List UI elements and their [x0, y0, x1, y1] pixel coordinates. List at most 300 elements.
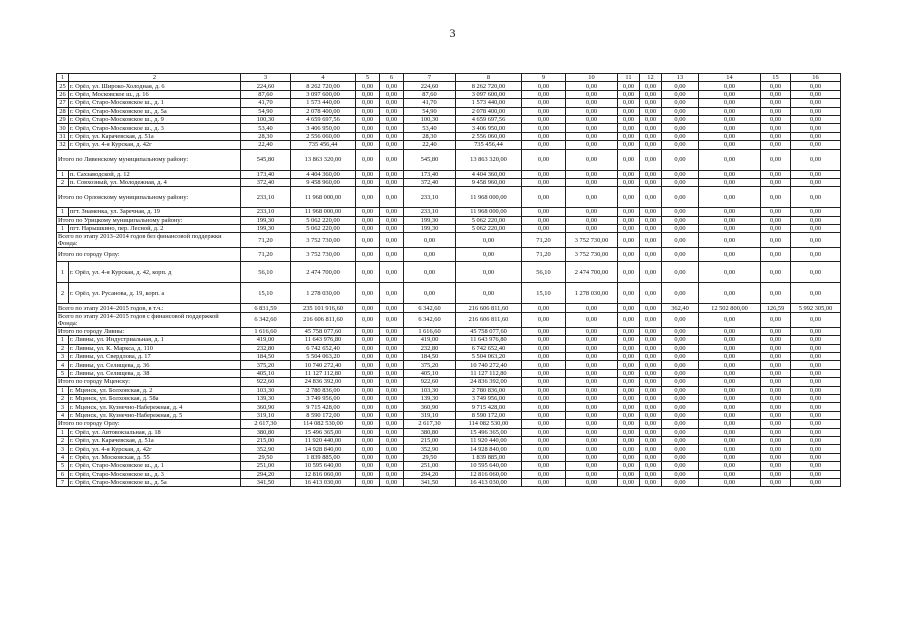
value-cell: 0,00 — [356, 115, 380, 123]
value-cell: 0,00 — [761, 436, 791, 444]
value-cell: 0,00 — [640, 344, 662, 352]
row-number-cell: 1 — [57, 386, 69, 394]
value-cell: 0,00 — [662, 403, 699, 411]
value-cell: 0,00 — [662, 394, 699, 402]
value-cell: 375,20 — [241, 361, 291, 369]
value-cell: 0,00 — [618, 141, 640, 149]
value-cell: 216 606 811,60 — [456, 304, 522, 312]
value-cell: 0,00 — [618, 470, 640, 478]
value-cell: 0,00 — [761, 312, 791, 327]
value-cell: 405,10 — [404, 369, 456, 377]
value-cell: 0,00 — [618, 187, 640, 208]
value-cell: 0,00 — [699, 394, 761, 402]
table-row — [57, 411, 841, 419]
value-cell: 0,00 — [791, 225, 841, 233]
value-cell: 0,00 — [566, 353, 618, 361]
value-cell: 0,00 — [640, 436, 662, 444]
value-cell: 0,00 — [522, 90, 566, 98]
value-cell: 0,00 — [791, 107, 841, 115]
table-row — [57, 283, 841, 304]
column-header: 6 — [380, 74, 404, 82]
value-cell: 0,00 — [699, 420, 761, 428]
value-cell: 0,00 — [618, 90, 640, 98]
value-cell: 0,00 — [566, 99, 618, 107]
row-number-cell: 7 — [57, 478, 69, 486]
value-cell: 0,00 — [640, 411, 662, 419]
value-cell: 0,00 — [791, 170, 841, 178]
value-cell: 0,00 — [699, 187, 761, 208]
value-cell: 341,50 — [241, 478, 291, 486]
value-cell: 352,90 — [404, 445, 456, 453]
address-cell: г. Орёл, ул. 4-я Курская, д. 42г — [69, 141, 241, 149]
value-cell: 0,00 — [618, 124, 640, 132]
value-cell: 0,00 — [699, 233, 761, 248]
page-number: 3 — [449, 26, 456, 40]
address-cell: пгт. Нарышкино, пер. Лесной, д. 2 — [69, 225, 241, 233]
value-cell: 0,00 — [566, 403, 618, 411]
row-number-cell: 4 — [57, 453, 69, 461]
value-cell: 224,60 — [404, 82, 456, 90]
value-cell: 0,00 — [456, 283, 522, 304]
value-cell: 0,00 — [699, 149, 761, 170]
value-cell: 6 342,60 — [404, 312, 456, 327]
value-cell: 0,00 — [662, 149, 699, 170]
value-cell: 0,00 — [380, 361, 404, 369]
value-cell: 11 968 000,00 — [291, 208, 356, 216]
value-cell: 0,00 — [566, 378, 618, 386]
value-cell: 0,00 — [522, 369, 566, 377]
value-cell: 0,00 — [566, 453, 618, 461]
value-cell: 0,00 — [380, 216, 404, 224]
value-cell: 0,00 — [522, 208, 566, 216]
value-cell: 0,00 — [566, 115, 618, 123]
value-cell: 0,00 — [791, 132, 841, 140]
row-number-cell: 6 — [57, 470, 69, 478]
value-cell: 0,00 — [640, 248, 662, 262]
value-cell: 0,00 — [522, 115, 566, 123]
row-number-cell: 1 — [57, 208, 69, 216]
column-header: 1 — [57, 74, 69, 82]
address-cell: п. Совхозный, ул. Молодежная, д. 4 — [69, 178, 241, 186]
value-cell: 0,00 — [380, 478, 404, 486]
value-cell: 0,00 — [456, 233, 522, 248]
value-cell: 0,00 — [380, 262, 404, 283]
value-cell: 0,00 — [699, 428, 761, 436]
value-cell: 1 278 030,00 — [291, 283, 356, 304]
value-cell: 13 863 320,00 — [456, 149, 522, 170]
value-cell: 3 406 950,00 — [291, 124, 356, 132]
value-cell: 3 406 950,00 — [456, 124, 522, 132]
value-cell: 0,00 — [356, 225, 380, 233]
subtotal-row — [57, 420, 841, 428]
value-cell: 0,00 — [761, 336, 791, 344]
value-cell: 0,00 — [791, 369, 841, 377]
value-cell: 3 752 730,00 — [566, 248, 618, 262]
value-cell: 0,00 — [761, 411, 791, 419]
value-cell: 0,00 — [699, 470, 761, 478]
row-number-cell: 26 — [57, 90, 69, 98]
address-cell: г. Орёл, ул. Московская, д. 55 — [69, 453, 241, 461]
value-cell: 0,00 — [791, 361, 841, 369]
value-cell: 22,40 — [404, 141, 456, 149]
row-number-cell: 2 — [57, 344, 69, 352]
value-cell: 0,00 — [522, 462, 566, 470]
value-cell: 71,20 — [241, 233, 291, 248]
value-cell: 0,00 — [356, 262, 380, 283]
value-cell: 0,00 — [566, 336, 618, 344]
row-number-cell: 2 — [57, 283, 69, 304]
subtotal-label-cell: Итого по городу Орлу: — [57, 420, 241, 428]
value-cell: 0,00 — [380, 394, 404, 402]
value-cell: 0,00 — [522, 141, 566, 149]
value-cell: 0,00 — [618, 445, 640, 453]
value-cell: 0,00 — [356, 453, 380, 461]
value-cell: 0,00 — [566, 149, 618, 170]
value-cell: 29,50 — [404, 453, 456, 461]
column-header: 2 — [69, 74, 241, 82]
value-cell: 0,00 — [522, 394, 566, 402]
value-cell: 0,00 — [791, 82, 841, 90]
column-header: 3 — [241, 74, 291, 82]
value-cell: 216 606 811,60 — [456, 312, 522, 327]
value-cell: 3 097 600,00 — [456, 90, 522, 98]
value-cell: 0,00 — [618, 478, 640, 486]
value-cell: 9 458 960,00 — [291, 178, 356, 186]
value-cell: 100,30 — [241, 115, 291, 123]
subtotal-row — [57, 378, 841, 386]
housing-program-table — [56, 73, 841, 487]
value-cell: 0,00 — [380, 462, 404, 470]
value-cell: 0,00 — [618, 436, 640, 444]
value-cell: 0,00 — [640, 124, 662, 132]
value-cell: 56,10 — [241, 262, 291, 283]
value-cell: 87,60 — [241, 90, 291, 98]
value-cell: 5 992 305,00 — [791, 304, 841, 312]
address-cell: г. Орёл, ул. 4-я Курская, д. 42г — [69, 445, 241, 453]
value-cell: 0,00 — [618, 82, 640, 90]
value-cell: 0,00 — [618, 344, 640, 352]
value-cell: 0,00 — [761, 90, 791, 98]
value-cell: 0,00 — [791, 353, 841, 361]
value-cell: 0,00 — [522, 445, 566, 453]
value-cell: 0,00 — [791, 178, 841, 186]
table-row — [57, 124, 841, 132]
value-cell: 0,00 — [761, 394, 791, 402]
value-cell: 0,00 — [761, 453, 791, 461]
subtotal-label-cell: Итого по городу Орлу: — [57, 248, 241, 262]
subtotal-row — [57, 248, 841, 262]
value-cell: 0,00 — [380, 453, 404, 461]
value-cell: 15,10 — [241, 283, 291, 304]
value-cell: 6 742 652,40 — [456, 344, 522, 352]
row-number-cell: 25 — [57, 82, 69, 90]
value-cell: 0,00 — [618, 248, 640, 262]
value-cell: 0,00 — [699, 99, 761, 107]
value-cell: 0,00 — [356, 283, 380, 304]
value-cell: 4 659 697,56 — [291, 115, 356, 123]
value-cell: 0,00 — [761, 262, 791, 283]
value-cell: 0,00 — [662, 262, 699, 283]
value-cell: 0,00 — [566, 411, 618, 419]
table-row — [57, 141, 841, 149]
value-cell: 419,00 — [404, 336, 456, 344]
value-cell: 0,00 — [699, 170, 761, 178]
value-cell: 0,00 — [791, 187, 841, 208]
address-cell: г. Ливны, ул. Селищева, д. 36 — [69, 361, 241, 369]
value-cell: 0,00 — [699, 436, 761, 444]
value-cell: 5 504 063,20 — [291, 353, 356, 361]
value-cell: 0,00 — [566, 107, 618, 115]
value-cell: 2 617,30 — [241, 420, 291, 428]
value-cell: 0,00 — [791, 411, 841, 419]
address-cell: г. Мценск, ул. Болховская, д. 58а — [69, 394, 241, 402]
value-cell: 0,00 — [522, 386, 566, 394]
value-cell: 0,00 — [791, 90, 841, 98]
value-cell: 16 413 030,00 — [291, 478, 356, 486]
value-cell: 1 573 440,00 — [456, 99, 522, 107]
value-cell: 0,00 — [618, 312, 640, 327]
value-cell: 11 968 000,00 — [456, 187, 522, 208]
value-cell: 0,00 — [380, 82, 404, 90]
value-cell: 0,00 — [566, 344, 618, 352]
value-cell: 0,00 — [640, 445, 662, 453]
value-cell: 0,00 — [640, 453, 662, 461]
value-cell: 0,00 — [699, 208, 761, 216]
address-cell: г. Ливны, ул. Свердлова, д. 17 — [69, 353, 241, 361]
value-cell: 0,00 — [356, 353, 380, 361]
value-cell: 0,00 — [380, 149, 404, 170]
value-cell: 0,00 — [356, 132, 380, 140]
value-cell: 184,50 — [241, 353, 291, 361]
value-cell: 126,59 — [761, 304, 791, 312]
value-cell: 0,00 — [699, 344, 761, 352]
value-cell: 0,00 — [522, 336, 566, 344]
value-cell: 0,00 — [566, 436, 618, 444]
value-cell: 0,00 — [566, 187, 618, 208]
table-row — [57, 428, 841, 436]
value-cell: 0,00 — [699, 336, 761, 344]
value-cell: 6 742 652,40 — [291, 344, 356, 352]
table-row — [57, 170, 841, 178]
value-cell: 0,00 — [522, 225, 566, 233]
value-cell: 0,00 — [791, 115, 841, 123]
value-cell: 341,50 — [404, 478, 456, 486]
value-cell: 0,00 — [618, 99, 640, 107]
column-header: 13 — [662, 74, 699, 82]
row-number-cell: 3 — [57, 353, 69, 361]
value-cell: 232,80 — [241, 344, 291, 352]
value-cell: 0,00 — [380, 90, 404, 98]
subtotal-row — [57, 312, 841, 327]
value-cell: 2 780 836,00 — [456, 386, 522, 394]
value-cell: 0,00 — [522, 82, 566, 90]
value-cell: 0,00 — [640, 99, 662, 107]
table-row — [57, 353, 841, 361]
value-cell: 15,10 — [522, 283, 566, 304]
value-cell: 0,00 — [356, 107, 380, 115]
value-cell: 0,00 — [618, 428, 640, 436]
value-cell: 380,80 — [241, 428, 291, 436]
value-cell: 1 839 885,00 — [291, 453, 356, 461]
value-cell: 0,00 — [380, 353, 404, 361]
value-cell: 0,00 — [791, 436, 841, 444]
value-cell: 0,00 — [380, 233, 404, 248]
value-cell: 0,00 — [380, 170, 404, 178]
value-cell: 0,00 — [618, 411, 640, 419]
address-cell: пгт. Знаменка, ул. Заречная, д. 19 — [69, 208, 241, 216]
value-cell: 0,00 — [761, 178, 791, 186]
value-cell: 0,00 — [522, 378, 566, 386]
value-cell: 103,30 — [404, 386, 456, 394]
address-cell: г. Орёл, Старо-Московское ш., д. 9 — [69, 115, 241, 123]
value-cell: 0,00 — [662, 82, 699, 90]
row-number-cell: 32 — [57, 141, 69, 149]
value-cell: 294,20 — [404, 470, 456, 478]
value-cell: 199,30 — [241, 225, 291, 233]
value-cell: 8 590 172,00 — [291, 411, 356, 419]
value-cell: 0,00 — [699, 216, 761, 224]
address-cell: г. Орёл, Старо-Московское ш., д. 1 — [69, 99, 241, 107]
table-row — [57, 403, 841, 411]
value-cell: 0,00 — [761, 369, 791, 377]
value-cell: 0,00 — [380, 344, 404, 352]
value-cell: 184,50 — [404, 353, 456, 361]
value-cell: 0,00 — [640, 115, 662, 123]
row-number-cell: 1 — [57, 336, 69, 344]
table-row — [57, 436, 841, 444]
value-cell: 0,00 — [380, 124, 404, 132]
value-cell: 103,30 — [241, 386, 291, 394]
column-header: 15 — [761, 74, 791, 82]
value-cell: 0,00 — [791, 216, 841, 224]
value-cell: 28,30 — [404, 132, 456, 140]
value-cell: 0,00 — [618, 353, 640, 361]
column-header: 14 — [699, 74, 761, 82]
value-cell: 1 616,60 — [241, 327, 291, 335]
value-cell: 0,00 — [791, 208, 841, 216]
value-cell: 0,00 — [761, 99, 791, 107]
value-cell: 0,00 — [761, 386, 791, 394]
value-cell: 10 740 272,40 — [291, 361, 356, 369]
value-cell: 735 456,44 — [291, 141, 356, 149]
value-cell: 0,00 — [791, 233, 841, 248]
value-cell: 2 474 700,00 — [566, 262, 618, 283]
value-cell: 0,00 — [640, 369, 662, 377]
subtotal-row — [57, 187, 841, 208]
value-cell: 0,00 — [699, 115, 761, 123]
value-cell: 0,00 — [662, 170, 699, 178]
value-cell: 0,00 — [522, 361, 566, 369]
column-header: 9 — [522, 74, 566, 82]
value-cell: 0,00 — [380, 403, 404, 411]
value-cell: 41,70 — [404, 99, 456, 107]
address-cell: г. Орёл, Старо-Московское ш., д. 5а — [69, 478, 241, 486]
table-row — [57, 115, 841, 123]
value-cell: 0,00 — [761, 187, 791, 208]
value-cell: 0,00 — [662, 216, 699, 224]
value-cell: 1 278 030,00 — [566, 283, 618, 304]
value-cell: 0,00 — [522, 353, 566, 361]
row-number-cell: 29 — [57, 115, 69, 123]
value-cell: 0,00 — [522, 312, 566, 327]
address-cell: г. Ливны, ул. Индустриальная, д. 1 — [69, 336, 241, 344]
value-cell: 372,40 — [241, 178, 291, 186]
value-cell: 4 404 360,00 — [291, 170, 356, 178]
value-cell: 0,00 — [699, 386, 761, 394]
table-row — [57, 478, 841, 486]
value-cell: 922,60 — [404, 378, 456, 386]
table-row — [57, 394, 841, 402]
value-cell: 0,00 — [791, 386, 841, 394]
table-row — [57, 344, 841, 352]
value-cell: 0,00 — [522, 411, 566, 419]
value-cell: 0,00 — [791, 378, 841, 386]
column-header: 7 — [404, 74, 456, 82]
value-cell: 375,20 — [404, 361, 456, 369]
value-cell: 0,00 — [618, 403, 640, 411]
value-cell: 4 659 697,56 — [456, 115, 522, 123]
table-row — [57, 90, 841, 98]
value-cell: 0,00 — [356, 99, 380, 107]
value-cell: 362,40 — [662, 304, 699, 312]
value-cell: 54,90 — [404, 107, 456, 115]
value-cell: 8 262 720,00 — [456, 82, 522, 90]
value-cell: 0,00 — [618, 453, 640, 461]
value-cell: 0,00 — [522, 403, 566, 411]
value-cell: 0,00 — [404, 283, 456, 304]
value-cell: 0,00 — [761, 344, 791, 352]
value-cell: 0,00 — [356, 187, 380, 208]
value-cell: 0,00 — [380, 420, 404, 428]
value-cell: 922,60 — [241, 378, 291, 386]
address-cell: г. Орёл, ул. 4-я Курская, д. 42, корп. д — [69, 262, 241, 283]
value-cell: 0,00 — [566, 132, 618, 140]
value-cell: 0,00 — [662, 462, 699, 470]
value-cell: 0,00 — [566, 470, 618, 478]
value-cell: 13 863 320,00 — [291, 149, 356, 170]
value-cell: 0,00 — [566, 361, 618, 369]
value-cell: 0,00 — [640, 304, 662, 312]
value-cell: 0,00 — [761, 361, 791, 369]
value-cell: 0,00 — [662, 248, 699, 262]
subtotal-row — [57, 304, 841, 312]
address-cell: г. Орёл, ул. Русанова, д. 19, корп. а — [69, 283, 241, 304]
column-header: 12 — [640, 74, 662, 82]
subtotal-label-cell: Итого по Ливенскому муниципальному району: — [57, 149, 241, 170]
value-cell: 0,00 — [662, 453, 699, 461]
value-cell: 0,00 — [618, 361, 640, 369]
value-cell: 71,20 — [241, 248, 291, 262]
row-number-cell: 30 — [57, 124, 69, 132]
value-cell: 114 082 530,00 — [291, 420, 356, 428]
value-cell: 0,00 — [662, 436, 699, 444]
value-cell: 0,00 — [791, 248, 841, 262]
value-cell: 0,00 — [699, 225, 761, 233]
row-number-cell: 1 — [57, 225, 69, 233]
value-cell: 0,00 — [566, 327, 618, 335]
value-cell: 0,00 — [618, 178, 640, 186]
value-cell: 0,00 — [761, 478, 791, 486]
value-cell: 0,00 — [356, 361, 380, 369]
value-cell: 0,00 — [662, 386, 699, 394]
value-cell: 0,00 — [380, 304, 404, 312]
value-cell: 0,00 — [761, 82, 791, 90]
value-cell: 0,00 — [761, 149, 791, 170]
value-cell: 0,00 — [380, 187, 404, 208]
value-cell: 0,00 — [618, 420, 640, 428]
value-cell: 0,00 — [522, 478, 566, 486]
value-cell: 0,00 — [566, 170, 618, 178]
